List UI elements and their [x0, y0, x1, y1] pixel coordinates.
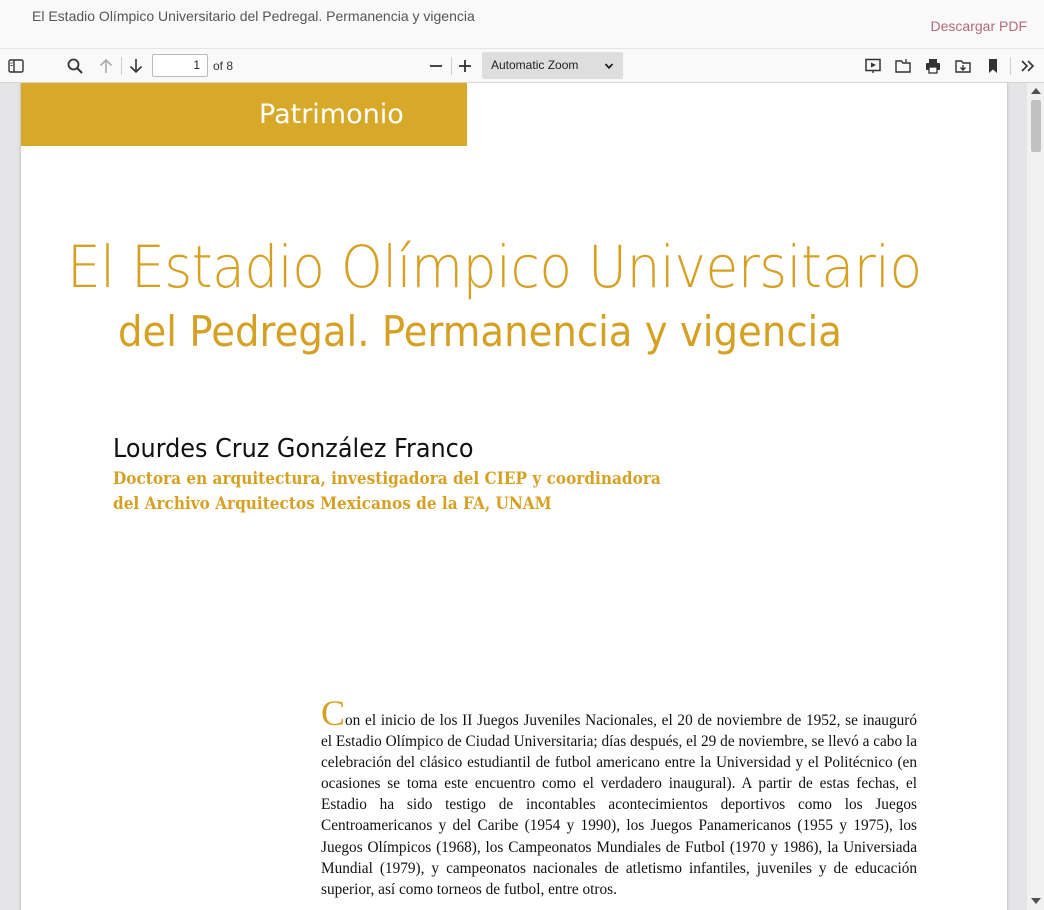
author-affiliation-line2: del Archivo Arquitectos Mexicanos de la FA, UNAM: [113, 494, 552, 514]
article-title-line2: del Pedregal. Permanencia y vigencia: [118, 307, 842, 356]
arrow-down-icon[interactable]: [123, 53, 149, 79]
zoom-select-value: Automatic Zoom: [491, 58, 579, 72]
section-label: Patrimonio: [259, 99, 404, 130]
scroll-thumb[interactable]: [1031, 100, 1041, 152]
scroll-up-arrow-icon[interactable]: [1031, 88, 1041, 94]
top-header: [0, 0, 1044, 49]
search-icon[interactable]: [62, 53, 88, 79]
presentation-icon[interactable]: [860, 53, 886, 79]
print-icon[interactable]: [920, 53, 946, 79]
scroll-down-arrow-icon[interactable]: [1031, 898, 1041, 904]
article-title-line1: El Estadio Olímpico Universitario: [67, 233, 922, 301]
toolbar-divider: [121, 57, 122, 75]
author-name: Lourdes Cruz González Franco: [113, 434, 474, 464]
vertical-scrollbar[interactable]: [1027, 83, 1044, 910]
sidebar-toggle-icon[interactable]: [3, 53, 29, 79]
document-viewer[interactable]: [0, 83, 1027, 910]
zoom-in-icon[interactable]: [452, 53, 478, 79]
zoom-out-icon[interactable]: [423, 53, 449, 79]
author-affiliation-line1: Doctora en arquitectura, investigadora del CIEP y coordinadora: [113, 469, 661, 489]
pdf-page: [21, 83, 1007, 910]
body-paragraph: on el inicio de los II Juegos Juveniles Nacionales, el 20 de noviembre de 1952, se inauguró el Estadio Olímpico de Ciudad Universitaria; días después, el 29 de noviembre, se llevó a cabo la celebración del clásico estudiantil de futbol americano entre la Universidad y el Politécnico (en ocasiones se toma este encuentro como el verdadero inaugural). A partir de estas fechas, el Estadio ha sido testigo de incontables acontecimientos deportivos como los Juegos Centroamericanos y del Caribe (1954 y 1990), los Juegos Panamericanos (1955 y 1975), los Juegos Olímpicos (1968), los Campeonatos Mundiales de Futbol (1970 y 1986), la Universiada Mundial (1979), y campeonatos nacionales de atletismo infantiles, juveniles y de educación superior, así como torneos de futbol, entre otros.: [321, 712, 917, 898]
article-body: [321, 693, 917, 900]
zoom-select[interactable]: [482, 52, 623, 79]
bookmark-icon[interactable]: [980, 53, 1006, 79]
download-pdf-link[interactable]: Descargar PDF: [930, 18, 1027, 34]
page-count: of 8: [213, 59, 234, 73]
download-icon[interactable]: [950, 53, 976, 79]
section-band: [21, 83, 467, 146]
open-file-icon[interactable]: [890, 53, 916, 79]
chevron-down-icon: [604, 61, 614, 71]
toolbar-divider: [1010, 57, 1011, 75]
arrow-up-icon[interactable]: [93, 53, 119, 79]
drop-cap: C: [321, 693, 346, 733]
tools-icon[interactable]: [1015, 53, 1041, 79]
document-title: El Estadio Olímpico Universitario del Pedregal. Permanencia y vigencia: [32, 8, 475, 24]
page-number-input[interactable]: 1: [152, 54, 208, 77]
pdf-toolbar: [0, 49, 1044, 83]
